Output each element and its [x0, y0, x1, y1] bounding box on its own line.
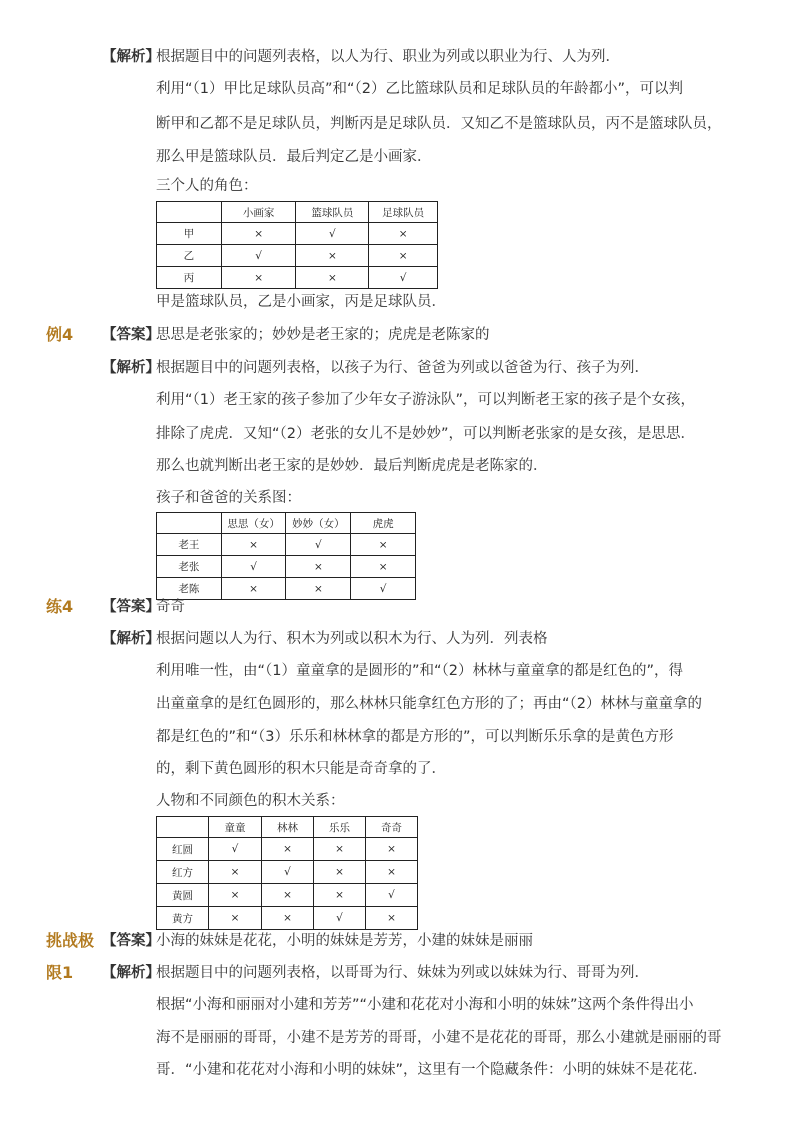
table-cell: ×	[351, 534, 416, 556]
analysis-para-line: 哥．“小建和花花对小海和小明的妹妹”，这里有一个隐藏条件：小明的妹妹不是花花．	[156, 1062, 708, 1078]
analysis-text: 根据题目中的问题列表格，以孩子为行、爸爸为列或以爸爸为行、孩子为列．	[156, 360, 649, 376]
table-cell: ×	[221, 578, 286, 600]
table-header-cell: 小画家	[221, 202, 296, 223]
block-table	[156, 816, 418, 930]
table-cell: ×	[261, 884, 313, 907]
table-cell: √	[221, 245, 296, 267]
table-row	[157, 884, 418, 907]
table-cell: ×	[351, 556, 416, 578]
table-header-cell: 篮球队员	[296, 202, 369, 223]
table-cell: ×	[286, 578, 351, 600]
table-row	[157, 861, 418, 884]
table-cell: 红圆	[157, 838, 209, 861]
table-cell: ×	[369, 245, 438, 267]
table-cell: ×	[261, 907, 313, 930]
answer-label: 【答案】	[102, 599, 160, 615]
table-cell: ×	[365, 861, 417, 884]
analysis-para-line: 海不是丽丽的哥哥，小建不是芳芳的哥哥，小建不是花花的哥哥，那么小建就是丽丽的哥	[156, 1030, 722, 1046]
table-cell: ×	[221, 534, 286, 556]
table-cell: ×	[286, 556, 351, 578]
analysis-para-line: 利用“（1）老王家的孩子参加了少年女子游泳队”，可以判断老王家的孩子是个女孩，	[156, 392, 695, 408]
table-cell: √	[313, 907, 365, 930]
analysis-para-line: 利用唯一性，由“（1）童童拿的是圆形的”和“（2）林林与童童拿的都是红色的”，得	[156, 663, 683, 679]
table-header-cell	[157, 202, 222, 223]
table-row	[157, 245, 438, 267]
table-cell: ×	[365, 838, 417, 861]
table-row	[157, 838, 418, 861]
section-tag: 练4	[46, 597, 74, 616]
table-header-cell: 奇奇	[365, 817, 417, 838]
table-cell: ×	[209, 907, 262, 930]
answer-text: 思思是老张家的；妙妙是老王家的；虎虎是老陈家的	[156, 327, 490, 343]
analysis-text: 根据题目中的问题列表格，以人为行、职业为列或以职业为行、人为列．	[156, 49, 620, 65]
table-cell: 丙	[157, 267, 222, 289]
table-row	[157, 534, 416, 556]
table-cell: 黄方	[157, 907, 209, 930]
section-tag: 挑战极	[46, 931, 95, 950]
table-cell: ×	[296, 267, 369, 289]
table-row	[157, 556, 416, 578]
table-cell: ×	[313, 838, 365, 861]
answer-text: 小海的妹妹是花花，小明的妹妹是芳芳，小建的妹妹是丽丽	[156, 933, 533, 949]
table-cell: 老陈	[157, 578, 222, 600]
table-cell: ×	[209, 884, 262, 907]
table-header-cell: 妙妙（女）	[286, 513, 351, 534]
analysis-para-line: 排除了虎虎．又知“（2）老张的女儿不是妙妙”，可以判断老张家的是女孩，是思思．	[156, 426, 695, 442]
table-cell: ×	[221, 267, 296, 289]
answer-text: 奇奇	[156, 599, 185, 615]
conclusion-text: 甲是篮球队员，乙是小画家，丙是足球队员．	[156, 294, 446, 310]
analysis-para-line: 都是红色的”和“（3）乐乐和林林拿的都是方形的”，可以判断乐乐拿的是黄色方形	[156, 729, 674, 745]
table-header-cell: 足球队员	[369, 202, 438, 223]
analysis-label: 【解析】	[102, 49, 160, 65]
table-header-cell	[157, 513, 222, 534]
table-row	[157, 907, 418, 930]
analysis-para-line: 那么甲是篮球队员．最后判定乙是小画家．	[156, 149, 432, 165]
analysis-para-line: 断甲和乙都不是足球队员，判断丙是足球队员．又知乙不是篮球队员，丙不是篮球队员，	[156, 116, 722, 132]
table-cell: ×	[369, 223, 438, 245]
table-cell: ×	[365, 907, 417, 930]
table-cell: 老王	[157, 534, 222, 556]
table-cell: ×	[261, 838, 313, 861]
role-table	[156, 201, 438, 289]
table-cell: √	[296, 223, 369, 245]
section-tag: 例4	[46, 325, 74, 344]
table-header-cell: 林林	[261, 817, 313, 838]
table-row	[157, 267, 438, 289]
table-cell: 甲	[157, 223, 222, 245]
analysis-text: 根据问题以人为行、积木为列或以积木为行、人为列．列表格	[156, 631, 548, 647]
table-header-cell: 童童	[209, 817, 262, 838]
table-title: 孩子和爸爸的关系图：	[156, 490, 301, 506]
table-cell: 黄圆	[157, 884, 209, 907]
analysis-text: 根据题目中的问题列表格，以哥哥为行、妹妹为列或以妹妹为行、哥哥为列．	[156, 965, 649, 981]
table-cell: ×	[209, 861, 262, 884]
analysis-para-line: 出童童拿的是红色圆形的，那么林林只能拿红色方形的了；再由“（2）林林与童童拿的	[156, 696, 702, 712]
table-header-cell	[157, 817, 209, 838]
table-cell: √	[369, 267, 438, 289]
table-header-cell: 虎虎	[351, 513, 416, 534]
analysis-para-line: 利用“（1）甲比足球队员高”和“（2）乙比篮球队员和足球队员的年龄都小”，可以判	[156, 81, 683, 97]
table-cell: ×	[313, 861, 365, 884]
table-cell: ×	[221, 223, 296, 245]
analysis-para-line: 那么也就判断出老王家的是妙妙．最后判断虎虎是老陈家的．	[156, 458, 548, 474]
analysis-label: 【解析】	[102, 965, 160, 981]
table-cell: √	[221, 556, 286, 578]
analysis-label: 【解析】	[102, 631, 160, 647]
answer-label: 【答案】	[102, 327, 160, 343]
answer-label: 【答案】	[102, 933, 160, 949]
table-cell: 红方	[157, 861, 209, 884]
table-cell: √	[351, 578, 416, 600]
table-cell: 老张	[157, 556, 222, 578]
table-title: 人物和不同颜色的积木关系：	[156, 793, 345, 809]
table-cell: ×	[296, 245, 369, 267]
table-header-cell: 思思（女）	[221, 513, 286, 534]
table-row	[157, 578, 416, 600]
table-cell: √	[209, 838, 262, 861]
table-cell: √	[286, 534, 351, 556]
table-cell: 乙	[157, 245, 222, 267]
table-row	[157, 223, 438, 245]
table-title: 三个人的角色：	[156, 178, 258, 194]
table-cell: √	[365, 884, 417, 907]
table-cell: ×	[313, 884, 365, 907]
analysis-para-line: 根据“小海和丽丽对小建和芳芳”“小建和花花对小海和小明的妹妹”这两个条件得出小	[156, 997, 694, 1013]
table-cell: √	[261, 861, 313, 884]
analysis-label: 【解析】	[102, 360, 160, 376]
section-tag: 限1	[46, 963, 74, 982]
relation-table	[156, 512, 416, 600]
analysis-para-line: 的，剩下黄色圆形的积木只能是奇奇拿的了．	[156, 761, 446, 777]
table-header-cell: 乐乐	[313, 817, 365, 838]
